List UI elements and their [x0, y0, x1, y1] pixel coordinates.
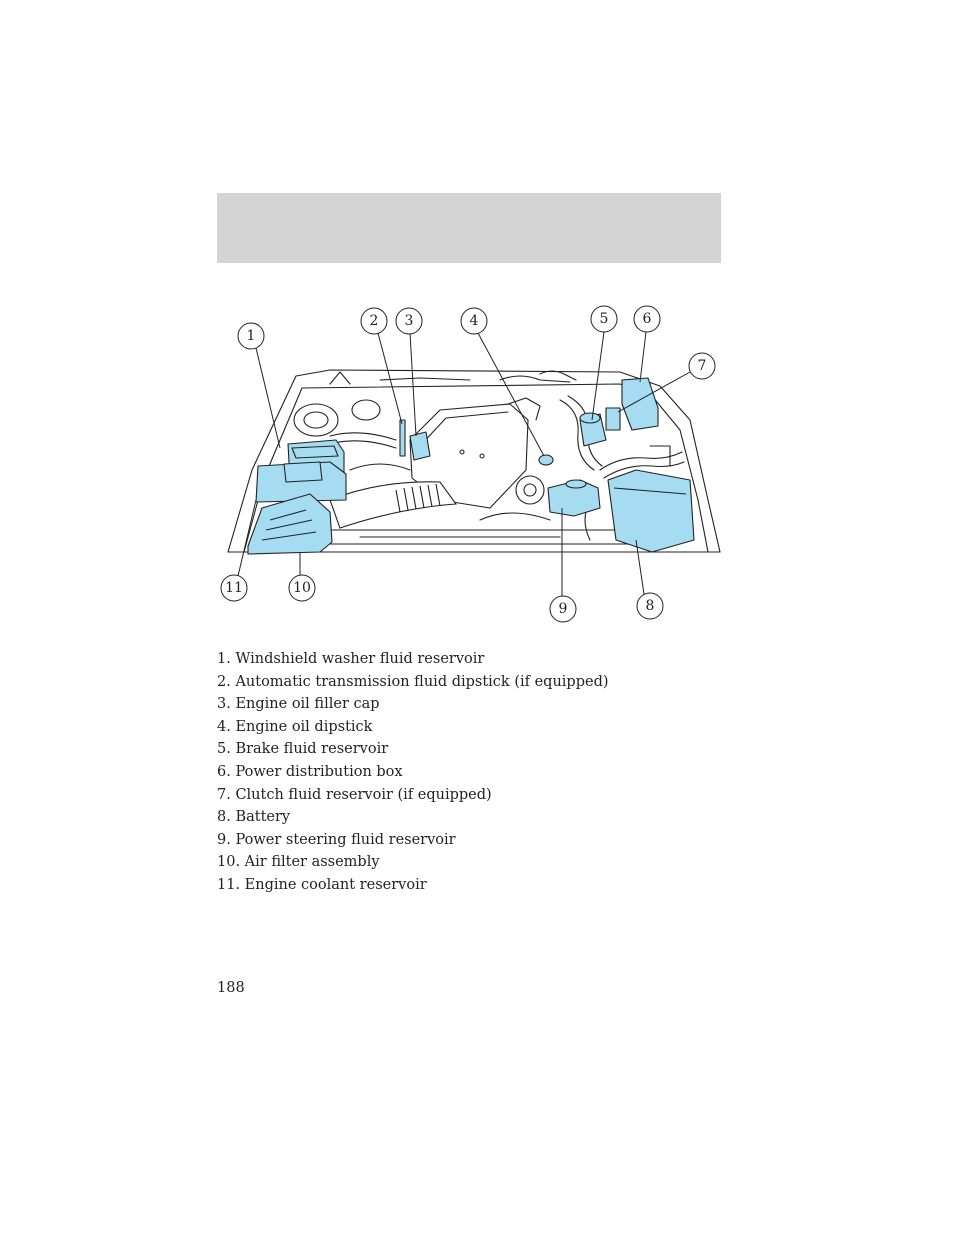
callout-1: 1 — [246, 328, 256, 344]
legend-item: 1. Windshield washer fluid reservoir — [217, 651, 485, 667]
callout-5: 5 — [599, 311, 609, 327]
engine-compartment-diagram — [215, 300, 725, 630]
legend-item: 8. Battery — [217, 809, 291, 826]
legend-item: 6. Power distribution box — [217, 763, 403, 780]
callout-8: 8 — [645, 598, 655, 614]
legend-item: 7. Clutch fluid reservoir (if equipped) — [217, 786, 492, 803]
callout-6: 6 — [642, 311, 652, 327]
component-legend — [217, 648, 609, 897]
legend-item: 11. Engine coolant reservoir — [217, 876, 427, 893]
callout-11: 11 — [225, 580, 243, 596]
legend-item: 4. Engine oil dipstick — [217, 718, 373, 735]
page-number: 188 — [217, 980, 245, 996]
callout-4: 4 — [469, 313, 479, 329]
callout-2: 2 — [369, 313, 379, 329]
section-header-band — [217, 193, 721, 263]
callout-7: 7 — [697, 358, 707, 374]
callout-10: 10 — [293, 580, 311, 596]
callout-3: 3 — [404, 313, 414, 329]
legend-item: 5. Brake fluid reservoir — [217, 741, 389, 758]
callout-9: 9 — [558, 601, 568, 617]
legend-item: 10. Air filter assembly — [217, 854, 380, 871]
legend-item: 2. Automatic transmission fluid dipstick (if equipped) — [217, 673, 609, 690]
legend-item: 9. Power steering fluid reservoir — [217, 831, 456, 848]
legend-item: 3. Engine oil filler cap — [217, 696, 380, 713]
